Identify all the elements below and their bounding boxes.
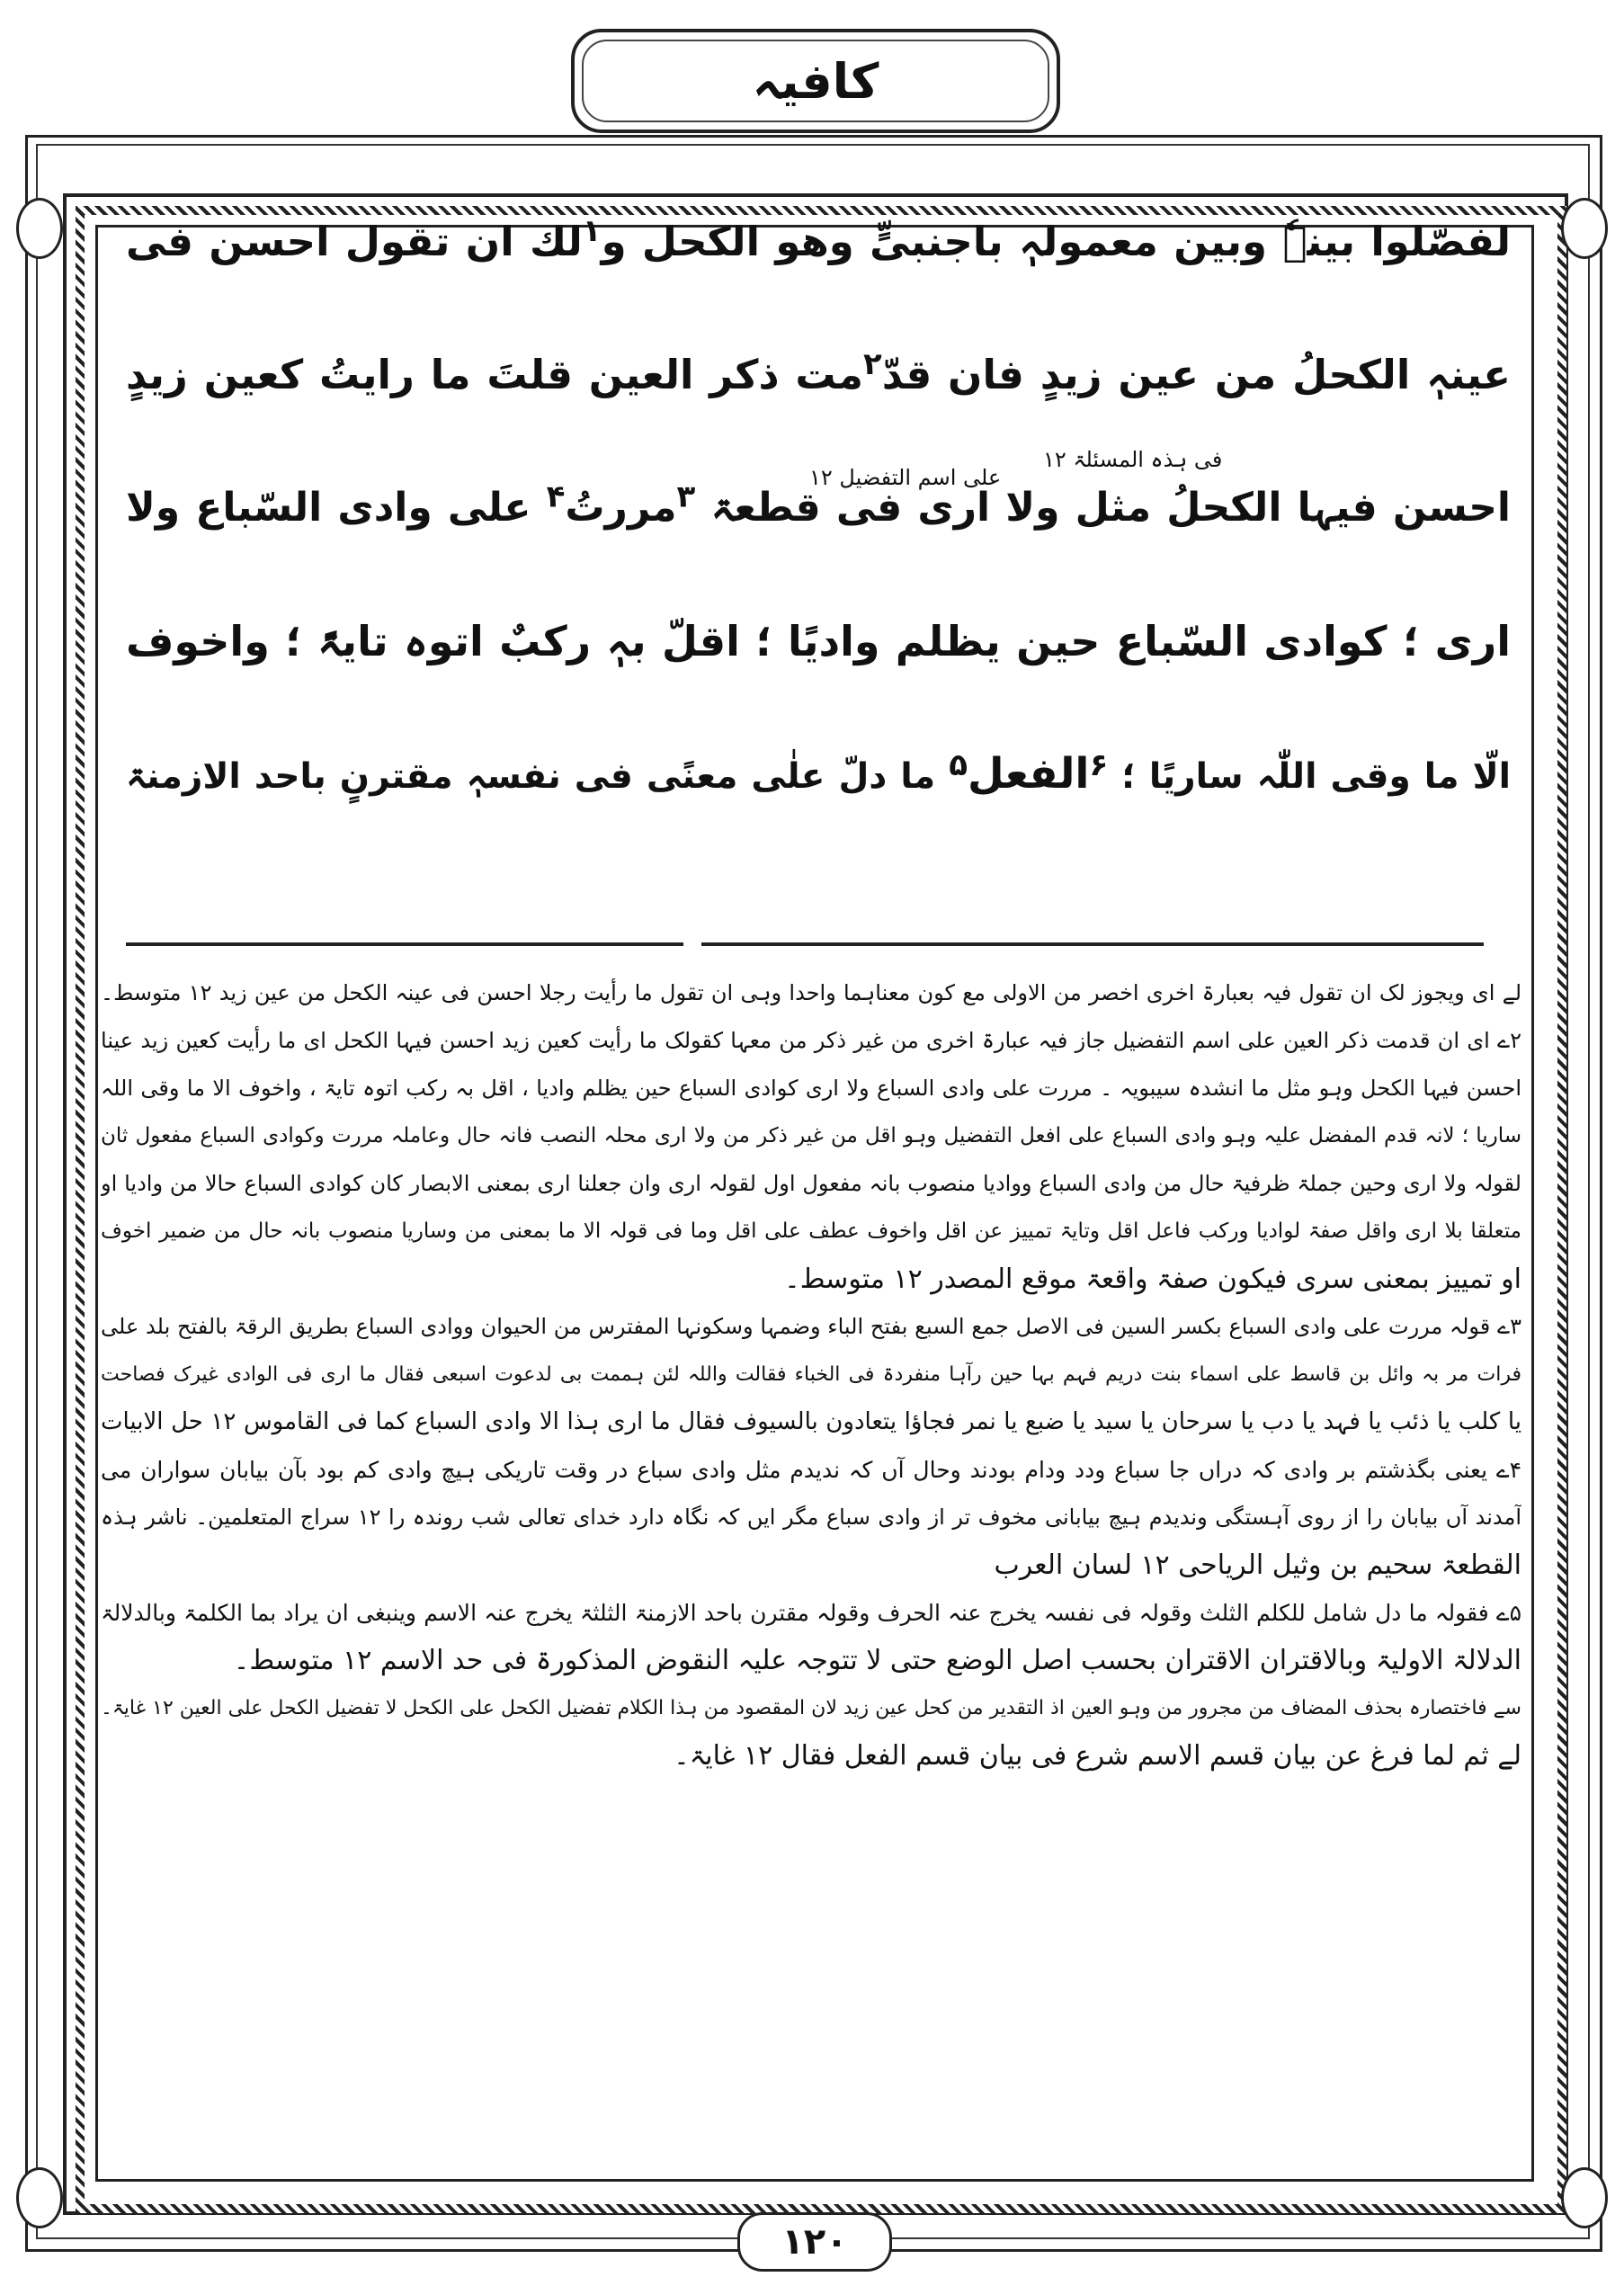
page-number-box [737, 2212, 892, 2272]
footnote-line: الدلالۃ الاولیۃ وبالاقتران الاقتران بحسب اصل الوضع حتی لا تتوجہ علیہ النقوض المذکورۃ فی حد الاسم ۱۲ متوسط۔ [233, 1645, 1521, 1676]
main-line: احسن فیہا الکحلُ مثل ولا اری فی قطعۃ $^۳$مررتُ$^۴$ علی وادی السّباع ولا [126, 478, 1511, 531]
footnote-line: احسن فیہا الکحل وہو مثل ما انشدہ سیبویہ ۔ مررت علی وادی السباع ولا اری کوادی السباع حین یظلم وادیا ، اقل بہ رکب اتوہ تایۃ ، واخوف الا ما وقی اللہ [101, 1076, 1521, 1101]
footnote-line: او تمییز بمعنی سری فیکون صفۃ واقعۃ موقع المصدر ۱۲ متوسط۔ [784, 1264, 1521, 1295]
corner-ornament-icon [16, 2167, 63, 2228]
interlinear-gloss: علی اسم التفضیل ۱۲ [809, 465, 1002, 490]
corner-ornament-icon [1561, 198, 1608, 259]
heading-word: الفعل [967, 750, 1090, 799]
footnote-line: متعلقا بلا اری واقل صفۃ لوادیا ورکب فاعل اقل وتایۃ تمییز عن اقل واخوف عطف علی اقل وما فی قولہ الا ما بمعنی من وساریا منصوب بانہ حال من ضمیر اخوف [101, 1219, 1521, 1243]
footnote-line: لے ثم لما فرغ عن بیان قسم الاسم شرع فی بیان قسم الفعل فقال ۱۲ غایۃ۔ [674, 1740, 1521, 1772]
main-text [126, 175, 1511, 841]
running-header [571, 29, 1060, 133]
footnote-line: القطعۃ سحیم بن وثیل الریاحی ۱۲ لسان العرب [994, 1549, 1521, 1581]
footnote-line: لقولہ ولا اری وحین جملۃ ظرفیۃ حال من وادی السباع ووادیا منصوب بانہ مفعول اول لقولہ اری وان جعلنا اری بمعنی الابصار کان کوادی السباع حالا من وادیا او [101, 1171, 1521, 1196]
footnote-line: ساریا ؛ لانہ قدم المفضل علیہ وہو وادی السباع علی افعل التفضیل وہو اقل من غیر ذکر من ولا اری محلہ النصب فانہ حال وعاملہ مررت وکوادی السباع مفعول ثان [101, 1124, 1521, 1147]
page-number: ۱۲۰ [781, 2221, 848, 2263]
footnote-line: لے ای ویجوز لک ان تقول فیہ بعبارۃ اخری اخصر من الاولی مع کون معناہما واحدا وہی ان تقول ما رأیت رجلا احسن فی عینہ الکحل من عین زید ۱۲ متوسط۔ [101, 980, 1521, 1005]
interlinear-gloss: فی ہذہ المسئلۃ ۱۲ [1043, 447, 1223, 472]
main-line: الّا ما وقی اللّٰہ ساریًا ؛ $^۶$الفعل$^۵$ ما دلّ علٰی معنًی فی نفسہٖ مقترنٍ باحد الازمنۃ [126, 747, 1511, 799]
book-title: کافیہ [752, 52, 879, 110]
footnote-line: ۵ے فقولہ ما دل شامل للکلم الثلث وقولہ فی نفسہ یخرج عنہ الحرف وقولہ مقترن باحد الازمنۃ الثلثۃ یخرج عنہ الاسم وینبغی ان یراد بما الکلمۃ وبالدلالۃ [101, 1600, 1521, 1626]
footnote-marker: ۲ [862, 346, 882, 382]
footnote-line: ۳ے قولہ مررت علی وادی السباع بکسر السین فی الاصل جمع السبع بفتح الباء وضمہا وسکونہا المفترس من الحیوان ووادی السباع بطریق الرقۃ بالفتح بلد علی [101, 1314, 1521, 1339]
footnote-line: یا کلب یا ذئب یا فہد یا دب یا سرحان یا سید یا ضبع یا نمر فجاؤا یتعادون بالسیوف فقال ما اری ہذا الا وادی السباع کما فی القاموس ۱۲ حل الابیات [101, 1408, 1521, 1435]
footnote-marker: ۱ [582, 213, 602, 249]
corner-ornament-icon [16, 198, 63, 259]
footnotes [101, 969, 1521, 1780]
footnote-line: ۴ے یعنی بگذشتم بر وادی کہ دراں جا سباع ودد ودام بودند وحال آں کہ ندیدم مثل وادی سباع در وقت تاریکی ہیچ وادی کم بود بآن بیابان سواران می [101, 1457, 1521, 1483]
main-line: اری ؛ کوادی السّباع حین یظلم وادیًا ؛ اقلّ بہٖ رکبٌ اتوہ تایۃً ؛ واخوف [126, 617, 1511, 665]
footnote-separator [701, 942, 1484, 946]
footnote-marker: ۳ [676, 478, 696, 515]
footnote-line: آمدند آں بیابان را از روی آہستگی وندیدم ہیچ بیابانی مخوف تر از وادی سباع مگر ایں کہ نگاہ دارد خدای تعالی شب روندہ را ۱۲ سراج المتعلمین۔ ناشر ہذہ [101, 1505, 1521, 1530]
main-line: عینہٖ الکحلُ من عین زیدٍ فان قدّ$^۲$مت ذکر العین قلتَ ما رایتُ کعین زیدٍ [126, 346, 1511, 398]
footnote-marker: ۴ [546, 478, 566, 515]
corner-ornament-icon [1561, 2167, 1608, 2228]
footnote-separator [126, 942, 683, 946]
footnote-line: فرات مر بہ وائل بن قاسط علی اسماء بنت دریم فہم بہا حین رآہا منفردۃ فی الخباء فقالت واللہ لئن ہممت بی لدعوت اسبعی فقال ما اری فی الوادی غیرک فصاحت [101, 1363, 1521, 1386]
footnote-marker: ۶ [1089, 747, 1109, 783]
footnote-line: سے فاختصارہ بحذف المضاف من مجرور من وہو العین اذ التقدیر من کحل عین زید لان المقصود من ہذا الکلام تفضیل الکحل علی الکحل لا تفضیل الکحل علی العین ۱۲ غایۃ۔ [101, 1697, 1521, 1719]
main-line: لفصّلوا بینہٗ وبین معمولہٖ باجنبیٍّ وھو الکحل و$^۱$لك ان تقول احسن فی [126, 213, 1511, 265]
footnote-marker: ۵ [949, 747, 968, 783]
footnote-line: ۲ے ای ان قدمت ذکر العین علی اسم التفضیل جاز فیہ عبارۃ اخری من غیر ذکر من معہا کقولک ما رأیت کعین زید احسن فیہا الکحل ای ما رأیت کعین زید عینا [101, 1028, 1521, 1053]
